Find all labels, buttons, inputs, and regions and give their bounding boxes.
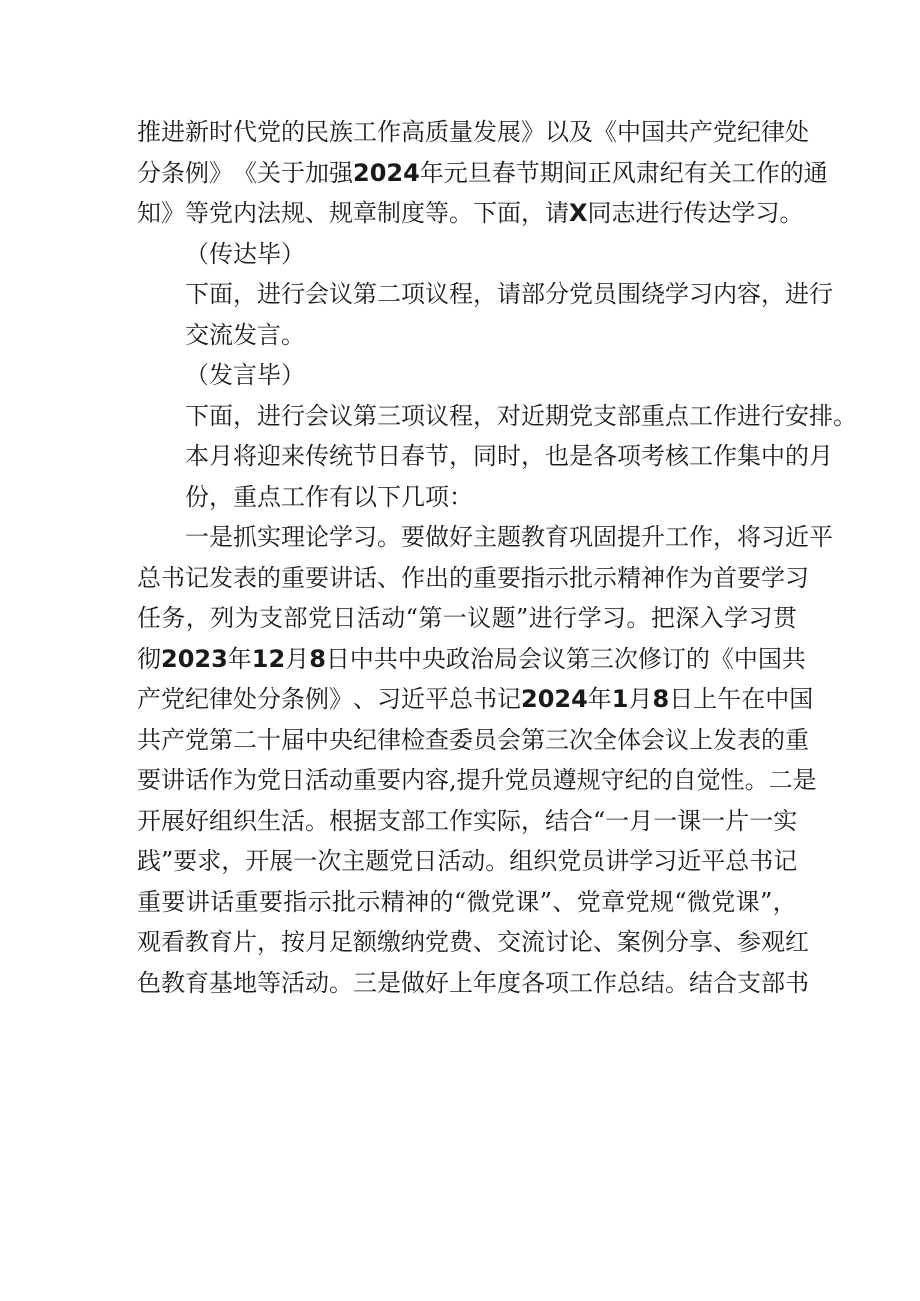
- document-body: [137, 112, 857, 1003]
- text-line: 份 ， 重 点 工 作 有 以 下 几 项 ：: [185, 482, 473, 511]
- text-line: 彻 2023 年 12 月 8 日 中 共 中 央 政 治 局 会 议 第 三 次 修 订 的 《 中 国 共: [137, 644, 806, 673]
- text-line: 重 要 讲 话 重 要 指 示 批 示 精 神 的 “ 微 党 课 ” 、 党 章 党 规 “ 微 党 课 ” ，: [137, 887, 797, 916]
- text-line: 推 进 新 时 代 党 的 民 族 工 作 高 质 量 发 展 》 以 及 《 中 国 共 产 党 纪 律 处: [137, 118, 809, 146]
- text-line: 交 流 发 言 。: [185, 320, 305, 349]
- text-line: 观 看 教 育 片 ， 按 月 足 额 缴 纳 党 费 、 交 流 讨 论 、 案 例 分 享 、 参 观 红: [137, 928, 809, 956]
- text-line: 本 月 将 迎 来 传 统 节 日 春 节 ， 同 时 ， 也 是 各 项 考 核 工 作 集 中 的 月: [185, 442, 833, 470]
- text-line: （ 发 言 毕 ）: [185, 361, 305, 389]
- text-line: 共 产 党 第 二 十 届 中 央 纪 律 检 查 委 员 会 第 三 次 全 体 会 议 上 发 表 的 重: [137, 725, 809, 754]
- text-line: 一 是 抓 实 理 论 学 习 。 要 做 好 主 题 教 育 巩 固 提 升 工 作 ， 将 习 近 平: [185, 523, 833, 551]
- text-line: 分 条 例 》 《 关 于 加 强 2024 年 元 旦 春 节 期 间 正 风 肃 纪 有 关 工 作 的 通: [137, 158, 828, 187]
- text-line: 开 展 好 组 织 生 活 。 根 据 支 部 工 作 实 际 ， 结 合 “ 一 月 一 课 一 片 一 实: [137, 806, 798, 835]
- text-line: 产 党 纪 律 处 分 条 例 》 、 习 近 平 总 书 记 2024 年 1 月 8 日 上 午 在 中 国: [137, 685, 814, 713]
- text-line: 任 务 ， 列 为 支 部 党 日 活 动 “ 第 一 议 题 ” 进 行 学 习 。 把 深 入 学 习 贯: [137, 604, 797, 632]
- text-line: 色 教 育 基 地 等 活 动 。 三 是 做 好 上 年 度 各 项 工 作 总 结 。 结 合 支 部 书: [137, 968, 809, 997]
- text-line: （ 传 达 毕 ）: [185, 239, 305, 268]
- text-line: 总 书 记 发 表 的 重 要 讲 话 、 作 出 的 重 要 指 示 批 示 精 神 作 为 首 要 学 习: [137, 563, 809, 592]
- text-line: 下 面 ， 进 行 会 议 第 二 项 议 程 ， 请 部 分 党 员 围 绕 学 习 内 容 ， 进 行: [185, 280, 833, 308]
- text-line: 知 》 等 党 内 法 规 、 规 章 制 度 等 。 下 面 ， 请 X 同 志 进 行 传 达 学 习 。: [137, 199, 804, 227]
- text-line: 践 ” 要 求 ， 开 展 一 次 主 题 党 日 活 动 。 组 织 党 员 讲 学 习 近 平 总 书 记: [137, 847, 798, 875]
- text-line: 下 面 ， 进 行 会 议 第 三 项 议 程 ， 对 近 期 党 支 部 重 点 工 作 进 行 安 排 。: [185, 401, 857, 430]
- text-line: 要 讲 话 作 为 党 日 活 动 重 要 内 容 , 提 升 党 员 遵 规 守 纪 的 自 觉 性 。 二 是: [137, 766, 817, 794]
